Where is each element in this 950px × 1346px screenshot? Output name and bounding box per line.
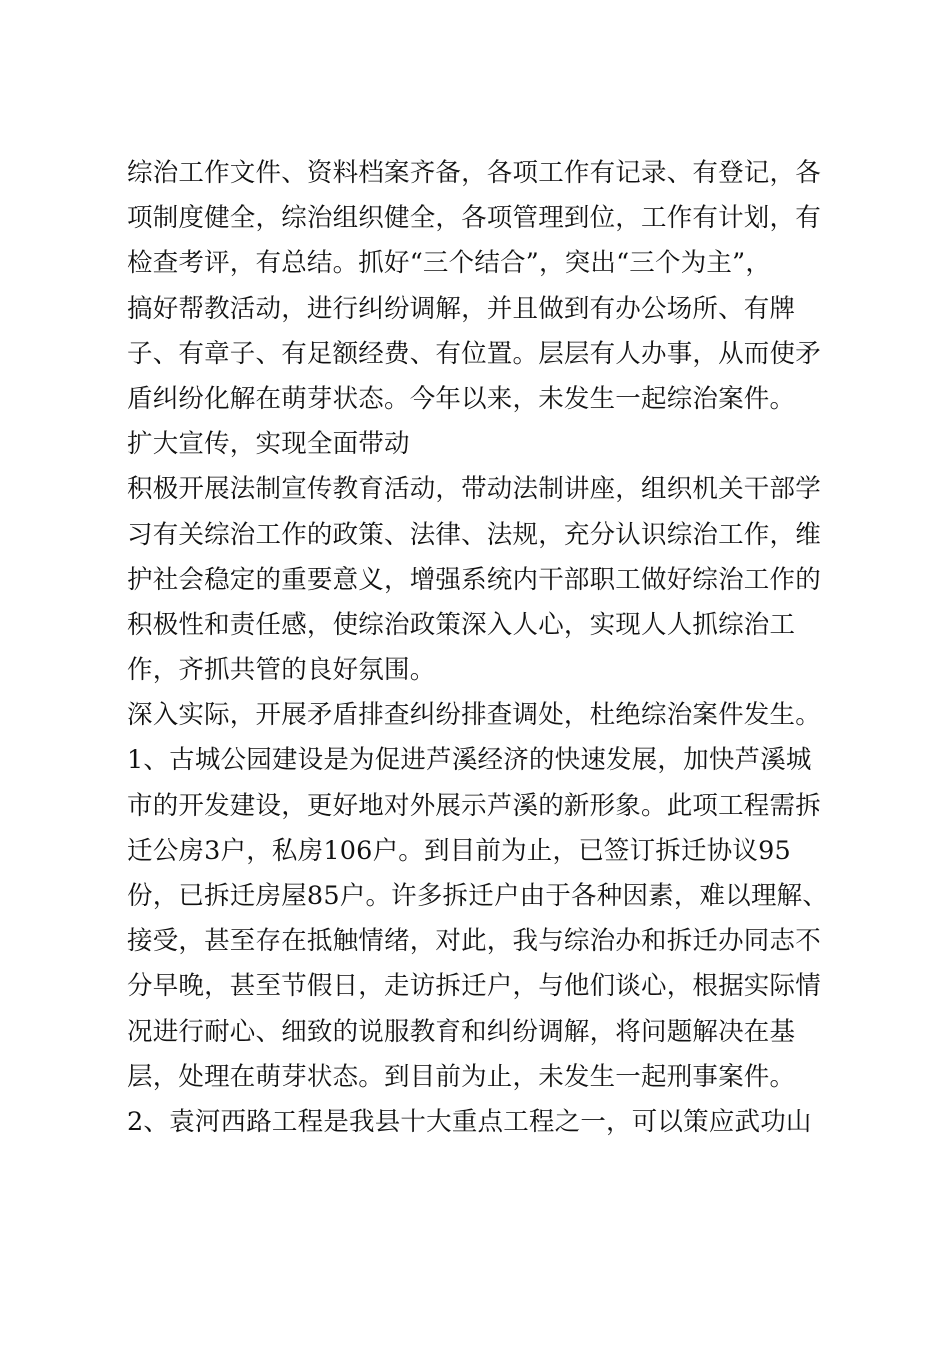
text-line: 迁公房3户，私房106户。到目前为止，已签订拆迁协议95	[127, 835, 791, 866]
text-line: 份，已拆迁房屋85户。许多拆迁户由于各种因素，难以理解、	[127, 881, 829, 911]
text-line: 层，处理在萌芽状态。到目前为止，未发生一起刑事案件。	[127, 1061, 796, 1092]
list-item: 1、古城公园建设是为促进芦溪经济的快速发展，加快芦溪城	[127, 745, 812, 776]
text-line: 积极性和责任感，使综治政策深入人心，实现人人抓综治工	[127, 609, 796, 640]
text-line: 积极开展法制宣传教育活动，带动法制讲座，组织机关干部学	[127, 474, 821, 505]
text-line: 子、有章子、有足额经费、有位置。层层有人办事，从而使矛	[127, 338, 821, 369]
section-heading: 深入实际，开展矛盾排查纠纷排查调处，杜绝综治案件发生。	[127, 700, 821, 731]
section-heading: 扩大宣传，实现全面带动	[127, 429, 410, 460]
text-line: 综治工作文件、资料档案齐备，各项工作有记录、有登记，各	[127, 158, 821, 188]
text-line: 护社会稳定的重要意义，增强系统内干部职工做好综治工作的	[127, 564, 821, 595]
text-line: 分早晚，甚至节假日，走访拆迁户，与他们谈心，根据实际情	[127, 971, 821, 1002]
list-item: 2、袁河西路工程是我县十大重点工程之一，可以策应武功山	[127, 1106, 812, 1137]
document-body	[127, 151, 827, 1145]
text-line: 检查考评，有总结。抓好“三个结合”，突出“三个为主”，	[127, 248, 772, 279]
text-line: 接受，甚至存在抵触情绪，对此，我与综治办和拆迁办同志不	[127, 926, 821, 957]
text-line: 盾纠纷化解在萌芽状态。今年以来，未发生一起综治案件。	[127, 383, 796, 414]
text-line: 搞好帮教活动，进行纠纷调解，并且做到有办公场所、有牌	[127, 293, 796, 324]
text-line: 况进行耐心、细致的说服教育和纠纷调解，将问题解决在基	[127, 1016, 796, 1047]
text-line: 作，齐抓共管的良好氛围。	[127, 655, 436, 686]
text-line: 市的开发建设，更好地对外展示芦溪的新形象。此项工程需拆	[127, 790, 821, 821]
text-line: 项制度健全，综治组织健全，各项管理到位，工作有计划，有	[127, 203, 821, 234]
text-line: 习有关综治工作的政策、法律、法规，充分认识综治工作，维	[127, 519, 821, 550]
